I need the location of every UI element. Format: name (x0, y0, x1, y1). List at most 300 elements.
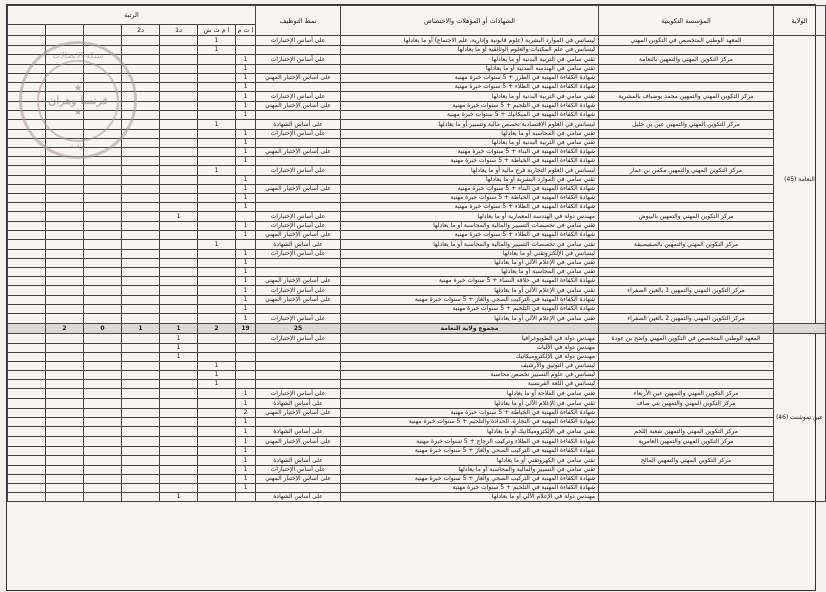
mode-cell: على أساس الإختبار المهني (256, 185, 341, 194)
count-cell (160, 475, 198, 484)
sub-col: ا ت م (237, 26, 254, 34)
certificate-cell: تقني سامي في الموارد البشرية أو ما يعادلها (341, 176, 599, 185)
count-cell: 1 (236, 399, 256, 409)
count-cell (122, 55, 160, 65)
certificate-cell: شهادة الكفاءة المهنية في الطلاء + 5 سنوات خبرة مهنية (341, 203, 599, 212)
count-cell: 1 (160, 493, 198, 502)
certificate-cell: مهندس دولة في الهندسة المعمارية أو ما يعادلها (341, 212, 599, 222)
count-cell (46, 456, 84, 466)
count-cell (122, 194, 160, 203)
table-row (8, 427, 826, 437)
count-cell: 1 (236, 418, 256, 427)
table-row (8, 157, 826, 166)
count-cell (160, 399, 198, 409)
institution-cell (599, 259, 774, 268)
institution-cell: مركز التكوين المهني والتمهين شعبة اللحم (599, 427, 774, 437)
table-row (8, 277, 826, 286)
count-cell (122, 240, 160, 250)
table-row (8, 231, 826, 240)
count-cell (84, 203, 122, 212)
mode-cell: على أساس الإختبار المهني (256, 148, 341, 157)
stamp-city-text: فرنسا وهران (48, 94, 108, 107)
mode-cell (256, 139, 341, 148)
count-cell (46, 305, 84, 314)
count-cell (160, 418, 198, 427)
count-cell (8, 484, 46, 493)
mode-cell (256, 176, 341, 185)
count-cell (122, 305, 160, 314)
mode-cell (256, 259, 341, 268)
count-cell (46, 277, 84, 286)
mode-cell (256, 344, 341, 353)
count-cell (236, 240, 256, 250)
sub-col (8, 25, 46, 36)
certificate-cell: شهادة الكفاءة المهنية في الخياطة + 5 سنوات خبرة مهنية (341, 194, 599, 203)
count-cell (84, 399, 122, 409)
count-cell (160, 466, 198, 475)
count-cell: 1 (236, 92, 256, 102)
count-cell (198, 194, 236, 203)
count-cell (160, 314, 198, 324)
count-cell (46, 447, 84, 456)
certificate-cell: شهادة الكفاءة المهنية في التركيب الصحي والغاز + 5 سنوات خبرة مهنية (341, 447, 599, 456)
count-cell (122, 380, 160, 389)
institution-cell (599, 418, 774, 427)
certificate-cell: ليسانس في الإلكتروتقني أو ما يعادلها (341, 250, 599, 259)
certificate-cell: ليسانس في التوثيق والأرشيف (341, 362, 599, 371)
count-cell (8, 203, 46, 212)
header-certificates: الشهادات أو المؤهلات والاختصاص (341, 6, 599, 36)
count-cell (122, 250, 160, 259)
institution-cell (599, 353, 774, 362)
count-cell (198, 493, 236, 502)
count-cell (46, 194, 84, 203)
count-cell (8, 194, 46, 203)
count-cell: 1 (198, 166, 236, 176)
certificate-cell: مهندس دولة في الطوبوغرافيا (341, 334, 599, 344)
institution-cell (599, 409, 774, 418)
count-cell (84, 362, 122, 371)
certificate-cell: ليسانس في العلوم الاقتصادية تخصص مالية وتسيير أو ما يعادلها (341, 120, 599, 130)
count-cell: 1 (236, 475, 256, 484)
official-stamp (19, 41, 137, 159)
mode-cell (256, 268, 341, 277)
mode-cell: على أساس الإختبارات (256, 250, 341, 259)
count-cell (46, 427, 84, 437)
count-cell (198, 353, 236, 362)
count-cell (84, 380, 122, 389)
sub-col: ا م ت ش (198, 25, 236, 36)
certificate-cell: مهندس دولة في الإلكتروميكانيك (341, 353, 599, 362)
mode-cell (256, 418, 341, 427)
count-cell (8, 148, 46, 157)
count-cell (122, 203, 160, 212)
institution-cell (599, 148, 774, 157)
count-cell (84, 418, 122, 427)
mode-cell: على أساس الإختبارات (256, 92, 341, 102)
table-row (8, 353, 826, 362)
count-cell (236, 371, 256, 380)
count-cell (8, 380, 46, 389)
mode-cell: على أساس الإختبار المهني (256, 409, 341, 418)
table-row (8, 334, 826, 344)
count-cell (236, 353, 256, 362)
institution-cell (599, 466, 774, 475)
count-cell: 1 (236, 139, 256, 148)
certificate-cell: تقني سامي في الهندسة المدنية أو ما يعادلها (341, 65, 599, 74)
certificate-cell: تقني سامي في الكهروتقني أو ما يعادلها (341, 456, 599, 466)
count-cell (198, 92, 236, 102)
count-cell (46, 380, 84, 389)
count-cell (236, 344, 256, 353)
count-cell (122, 231, 160, 240)
count-cell (160, 371, 198, 380)
count-cell (160, 92, 198, 102)
sub-col: د2 (122, 25, 160, 36)
table-row (8, 268, 826, 277)
certificate-cell: تقني سامي في الإعلام الآلي أو ما يعادلها (341, 259, 599, 268)
count-cell (8, 166, 46, 176)
summary-value: 0 (84, 324, 122, 334)
mode-cell: على أساس الإختبارات (256, 389, 341, 399)
certificate-cell: تقني سامي في الإعلام الآلي أو ما يعادلها (341, 314, 599, 324)
count-cell (8, 334, 46, 344)
institution-cell (599, 130, 774, 139)
count-cell (8, 250, 46, 259)
certificate-cell: شهادة الكفاءة المهنية في التركيب الصحي والغاز + 5 سنوات خبرة مهنية (341, 296, 599, 305)
table-row (8, 194, 826, 203)
count-cell (8, 447, 46, 456)
mode-cell: على أساس الشهادة (256, 399, 341, 409)
count-cell (46, 418, 84, 427)
count-cell (160, 380, 198, 389)
count-cell (46, 222, 84, 231)
count-cell (46, 185, 84, 194)
count-cell (122, 418, 160, 427)
table-header (8, 6, 826, 25)
stamp-top-text: شبكة الاتصالات (52, 50, 104, 60)
count-cell (122, 362, 160, 371)
count-cell (160, 157, 198, 166)
count-cell (46, 389, 84, 399)
mode-cell: على أساس الإختبار المهني (256, 437, 341, 447)
count-cell (84, 250, 122, 259)
count-cell (84, 277, 122, 286)
count-cell: 1 (236, 176, 256, 185)
summary-value: 1 (160, 324, 198, 334)
count-cell (198, 83, 236, 92)
certificate-cell: شهادة الكفاءة المهنية في الطلاء + 5 سنوات خبرة مهنية (341, 83, 599, 92)
count-cell (160, 222, 198, 231)
count-cell (122, 466, 160, 475)
stamp-bottom-text: ترقية (70, 141, 86, 150)
count-cell (84, 456, 122, 466)
count-cell (198, 74, 236, 83)
count-cell: 1 (198, 362, 236, 371)
count-cell (46, 296, 84, 305)
mode-cell: على أساس الشهادة (256, 427, 341, 437)
count-cell (84, 212, 122, 222)
table-row (8, 305, 826, 314)
count-cell (160, 231, 198, 240)
institution-cell: مركز التكوين المهني والتمهين المالح (599, 456, 774, 466)
count-cell (84, 409, 122, 418)
count-cell (198, 259, 236, 268)
document-sheet (6, 4, 824, 591)
mode-cell (256, 203, 341, 212)
count-cell (46, 484, 84, 493)
count-cell (198, 305, 236, 314)
wilaya-cell: النعامة (45) (774, 36, 826, 324)
table-row (8, 418, 826, 427)
count-cell (46, 212, 84, 222)
institution-cell (599, 447, 774, 456)
count-cell (122, 268, 160, 277)
count-cell (46, 334, 84, 344)
institution-cell (599, 111, 774, 120)
count-cell (122, 46, 160, 55)
institution-cell (599, 65, 774, 74)
certificate-cell: شهادة الكفاءة المهنية في البناء + 5 سنوات خبرة مهنية (341, 148, 599, 157)
certificate-cell: شهادة الكفاءة المهنية في الطرز + 5 سنوات خبرة مهنية (341, 74, 599, 83)
count-cell (8, 259, 46, 268)
count-cell (122, 222, 160, 231)
count-cell (84, 371, 122, 380)
count-cell (46, 399, 84, 409)
count-cell (160, 65, 198, 74)
count-cell (8, 36, 46, 46)
count-cell (8, 371, 46, 380)
count-cell (46, 493, 84, 502)
mode-cell (256, 194, 341, 203)
header-mode: نمط التوظيف (256, 6, 341, 36)
count-cell: 2 (236, 409, 256, 418)
count-cell (122, 212, 160, 222)
mode-cell: على أساس الشهادة (256, 240, 341, 250)
count-cell (84, 475, 122, 484)
count-cell (84, 484, 122, 493)
header-institution: المؤسسة التكوينية (599, 6, 774, 36)
summary-row (8, 324, 826, 334)
count-cell (122, 484, 160, 493)
institution-cell (599, 185, 774, 194)
count-cell (8, 418, 46, 427)
count-cell (160, 286, 198, 296)
institution-cell (599, 484, 774, 493)
count-cell (198, 286, 236, 296)
table-row (8, 203, 826, 212)
summary-label: مجموع ولاية النعامة (341, 324, 599, 334)
count-cell (122, 353, 160, 362)
count-cell (160, 148, 198, 157)
table-row (8, 447, 826, 456)
count-cell (198, 437, 236, 447)
certificate-cell: تقني سامي في تخصصات التسيير والمالية والمحاسبة أو ما يعادلها (341, 222, 599, 231)
count-cell (160, 447, 198, 456)
count-cell: 1 (198, 380, 236, 389)
sub-col (46, 25, 84, 36)
table-body-temouchent (8, 334, 826, 502)
certificate-cell: تقني سامي في الإلكتروميكانيك أو ما يعادلها (341, 427, 599, 437)
count-cell (236, 493, 256, 502)
count-cell: 1 (236, 314, 256, 324)
count-cell (8, 176, 46, 185)
count-cell: 1 (236, 447, 256, 456)
count-cell (198, 231, 236, 240)
count-cell: 1 (236, 83, 256, 92)
count-cell: 1 (236, 286, 256, 296)
count-cell: 1 (236, 427, 256, 437)
count-cell (8, 46, 46, 55)
certificate-cell: تقني سامي في المحاسبة أو ما يعادلها (341, 130, 599, 139)
table-row (8, 55, 826, 65)
count-cell: 1 (198, 120, 236, 130)
count-cell (160, 55, 198, 65)
count-cell (160, 389, 198, 399)
count-cell (46, 409, 84, 418)
count-cell: 1 (236, 65, 256, 74)
count-cell (198, 475, 236, 484)
table-row (8, 46, 826, 55)
count-cell (122, 296, 160, 305)
count-cell (160, 437, 198, 447)
count-cell (236, 166, 256, 176)
count-cell (160, 185, 198, 194)
mode-cell (256, 371, 341, 380)
summary-blank (774, 324, 826, 334)
count-cell (84, 166, 122, 176)
count-cell (46, 259, 84, 268)
count-cell (46, 286, 84, 296)
count-cell (122, 259, 160, 268)
institution-cell (599, 305, 774, 314)
institution-cell (599, 362, 774, 371)
count-cell (198, 427, 236, 437)
count-cell (46, 362, 84, 371)
count-cell (160, 250, 198, 259)
count-cell (122, 314, 160, 324)
count-cell (160, 166, 198, 176)
table-row (8, 185, 826, 194)
count-cell (160, 362, 198, 371)
count-cell (198, 222, 236, 231)
institution-cell (599, 344, 774, 353)
count-cell (8, 277, 46, 286)
sub-col (84, 25, 122, 36)
count-cell (46, 466, 84, 475)
count-cell (198, 55, 236, 65)
count-cell: 1 (160, 334, 198, 344)
count-cell (122, 157, 160, 166)
count-cell (84, 353, 122, 362)
count-cell (198, 418, 236, 427)
count-cell (46, 268, 84, 277)
count-cell (160, 102, 198, 111)
summary-blank (599, 324, 774, 334)
count-cell (8, 475, 46, 484)
institution-cell (599, 493, 774, 502)
summary-value: 2 (198, 324, 236, 334)
count-cell: 1 (236, 111, 256, 120)
count-cell (236, 334, 256, 344)
count-cell (8, 437, 46, 447)
count-cell (236, 362, 256, 371)
count-cell (8, 212, 46, 222)
count-cell (46, 314, 84, 324)
count-cell (160, 120, 198, 130)
mode-cell: على أساس الإختبارات (256, 130, 341, 139)
table-row (8, 371, 826, 380)
count-cell (160, 139, 198, 148)
certificate-cell: شهادة الكفاءة المهنية في الطلاء وتركيب الزجاج + 5 سنوات خبرة مهنية (341, 437, 599, 447)
count-cell (8, 427, 46, 437)
mode-cell: على أساس الإختبارات (256, 55, 341, 65)
mode-cell: على أساس الشهادة (256, 493, 341, 502)
certificate-cell: شهادة الكفاءة المهنية في التركيب الصحي والغاز + 5 سنوات خبرة مهنية (341, 475, 599, 484)
count-cell (8, 344, 46, 353)
wilaya-cell: عين تموشنت (46) (774, 334, 826, 502)
stamp-inner-ring (37, 60, 119, 142)
count-cell (8, 296, 46, 305)
table-row (8, 286, 826, 296)
table-row (8, 222, 826, 231)
mode-cell: على أساس الإختبار المهني (256, 277, 341, 286)
institution-cell (599, 176, 774, 185)
table-row (8, 389, 826, 399)
certificate-cell: مهندس دولة في الإعلام الآلي أو ما يعادلها (341, 493, 599, 502)
certificate-cell: تقني سامي في التربية البدنية أو ما يعادلها (341, 139, 599, 148)
count-cell (198, 111, 236, 120)
institution-cell: مركز التكوين المهني والتمهين مكمن بن عمار (599, 166, 774, 176)
mode-cell (256, 362, 341, 371)
count-cell: 1 (236, 185, 256, 194)
count-cell (84, 286, 122, 296)
mode-cell: على أساس الإختبار المهني (256, 475, 341, 484)
count-cell (84, 268, 122, 277)
certificate-cell: تقني سامي في الإعلام الآلي أو ما يعادلها (341, 286, 599, 296)
mode-cell (256, 305, 341, 314)
count-cell (8, 399, 46, 409)
count-cell: 1 (236, 157, 256, 166)
count-cell: 1 (160, 353, 198, 362)
count-cell: 1 (160, 212, 198, 222)
count-cell (8, 286, 46, 296)
certificate-cell: شهادة الكفاءة المهنية في النجارة، الحدادة والتلحيم + 5 سنوات خبرة مهنية (341, 418, 599, 427)
mode-cell (256, 65, 341, 74)
count-cell (198, 102, 236, 111)
count-cell (160, 268, 198, 277)
count-cell (160, 203, 198, 212)
summary-total: 25 (256, 324, 341, 334)
count-cell (46, 203, 84, 212)
count-cell (46, 250, 84, 259)
certificate-cell: تقني سامي في الفلاحة أو ما يعادلها (341, 389, 599, 399)
count-cell (198, 334, 236, 344)
table-row (8, 466, 826, 475)
count-cell (84, 296, 122, 305)
count-cell (198, 65, 236, 74)
count-cell (198, 466, 236, 475)
star-icon: ★ (73, 107, 83, 118)
institution-cell: المعهد الوطني المتخصص في التكوين المهني واضح بن عودة (599, 334, 774, 344)
count-cell (236, 380, 256, 389)
count-cell (8, 314, 46, 324)
institution-cell: مركز التكوين المهني والتمهين بالنعامة (599, 55, 774, 65)
summary-value: 2 (46, 324, 84, 334)
count-cell (160, 194, 198, 203)
count-cell: 1 (236, 231, 256, 240)
institution-cell: مركز التكوين المهني والتمهين عين الأربعاء (599, 389, 774, 399)
